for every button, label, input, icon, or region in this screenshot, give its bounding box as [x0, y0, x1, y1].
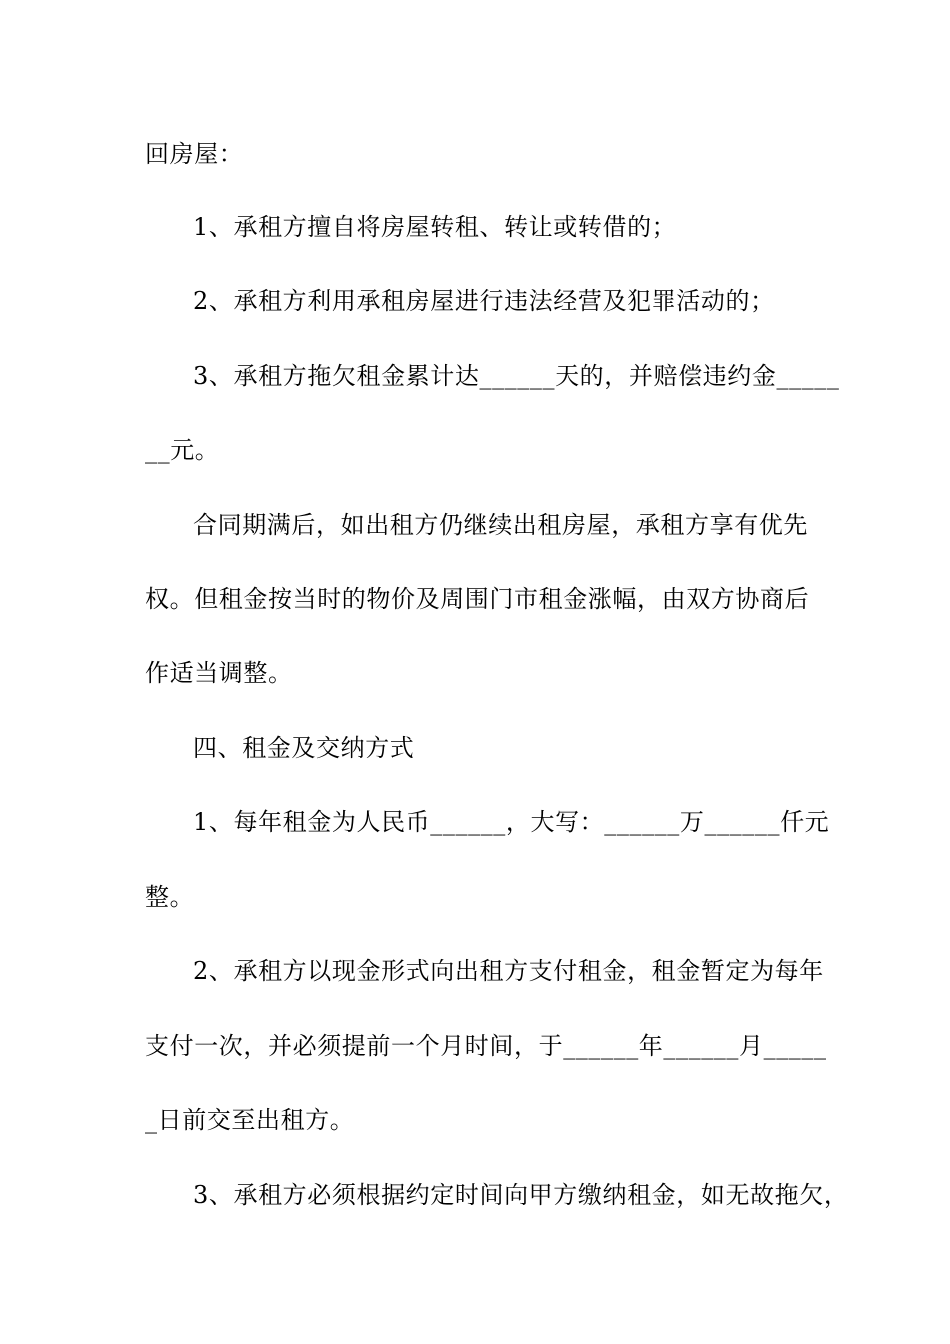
text-line-1: 回房屋： [145, 140, 244, 168]
text-line-3: 2、承租方利用承租房屋进行违法经营及犯罪活动的； [193, 287, 775, 315]
text-line-8: 作适当调整。 [145, 659, 293, 687]
text-line-15: 3、承租方必须根据约定时间向甲方缴纳租金，如无故拖欠， [193, 1181, 849, 1209]
text-line-12: 2、承租方以现金形式向出租方支付租金，租金暂定为每年 [193, 957, 824, 985]
text-line-5: __元。 [145, 436, 220, 464]
text-line-14: _日前交至出租方。 [145, 1106, 355, 1134]
text-line-13: 支付一次，并必须提前一个月时间，于______年______月_____ [145, 1032, 827, 1060]
text-line-2: 1、承租方擅自将房屋转租、转让或转借的； [193, 213, 677, 241]
text-line-7: 权。但租金按当时的物价及周围门市租金涨幅，由双方协商后 [145, 585, 810, 613]
text-line-6: 合同期满后，如出租方仍继续出租房屋，承租方享有优先 [193, 511, 808, 539]
section-heading: 四、租金及交纳方式 [193, 734, 415, 762]
text-line-4: 3、承租方拖欠租金累计达______天的，并赔偿违约金_____ [193, 362, 840, 390]
text-line-10: 1、每年租金为人民币______，大写：______万______仟元 [193, 808, 830, 836]
text-line-11: 整。 [145, 883, 195, 911]
